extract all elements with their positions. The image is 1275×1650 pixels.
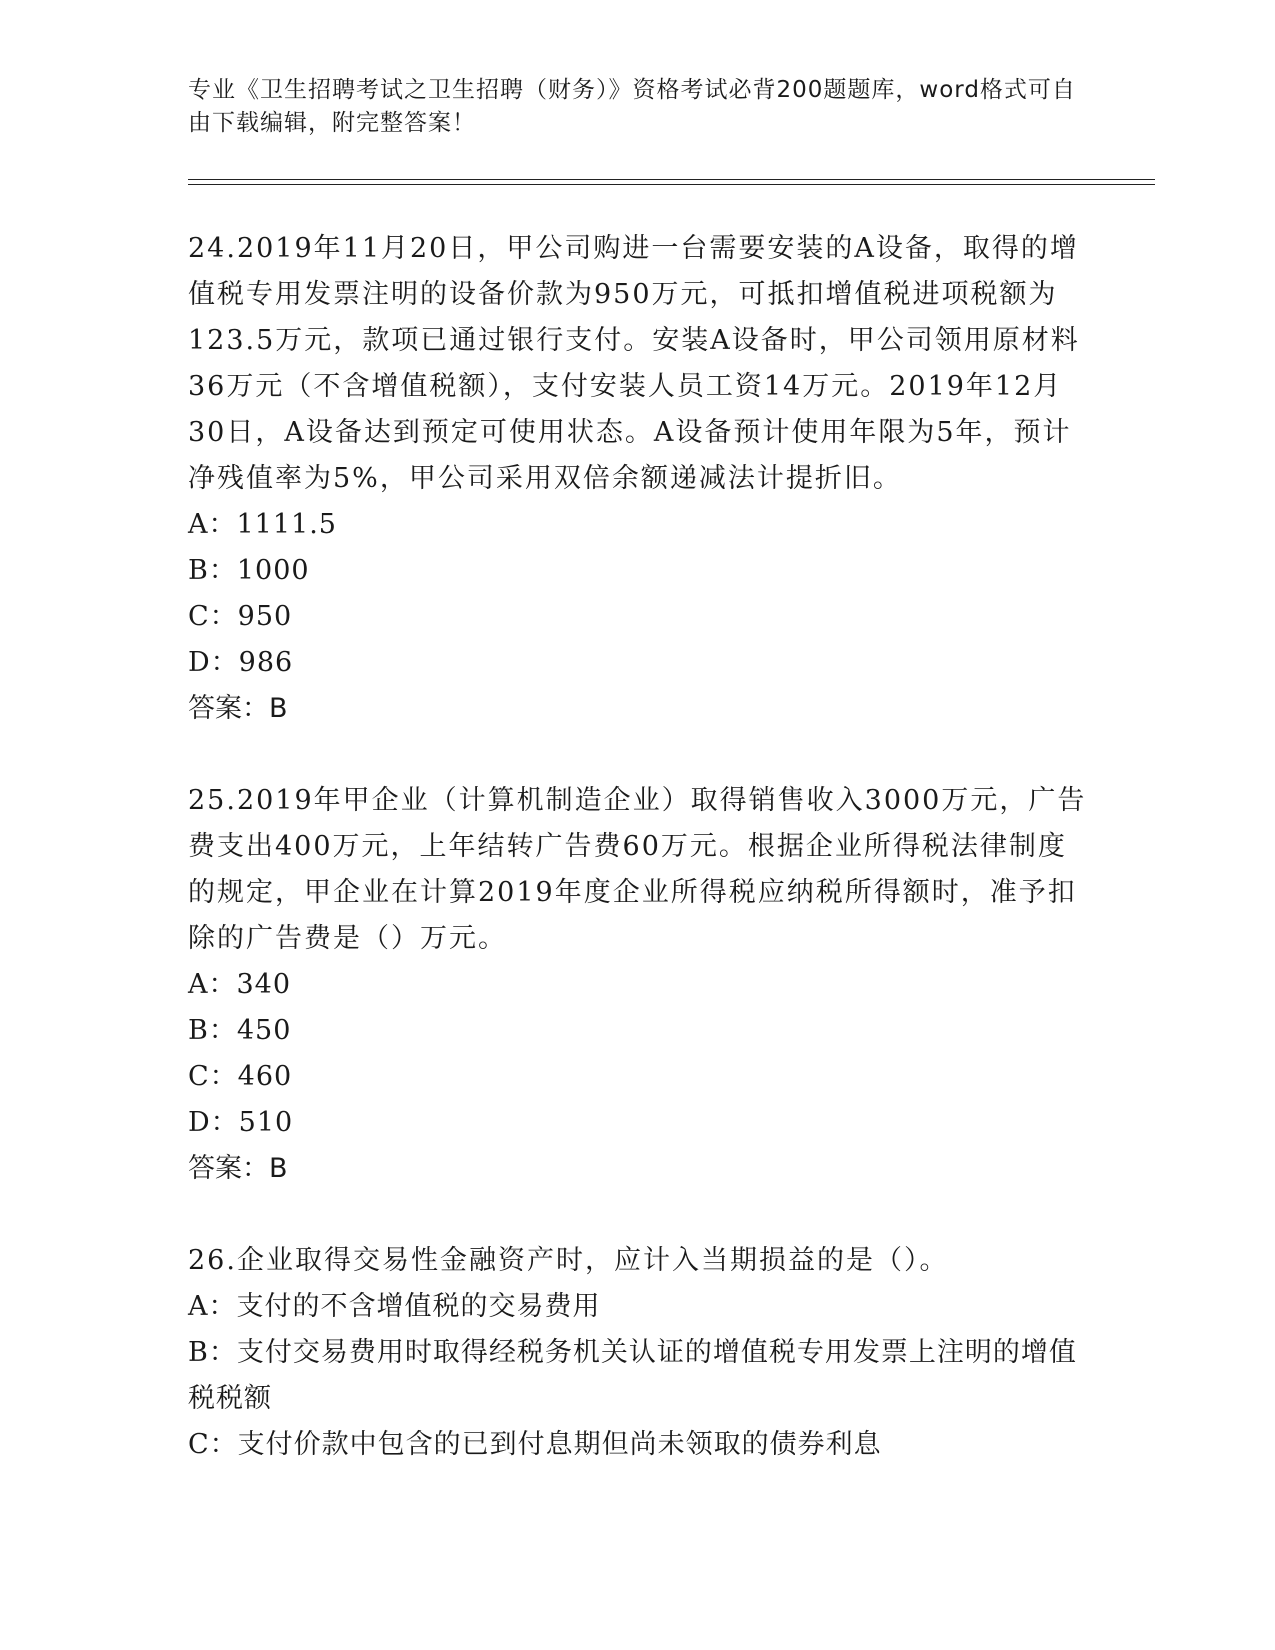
question-stem: 25.2019年甲企业（计算机制造企业）取得销售收入3000万元，广告费支出400万元，上年结转广告费60万元。根据企业所得税法律制度的规定，甲企业在计算2019年度企业所得税应纳税所得额时，准予扣除的广告费是（）万元。	[188, 785, 1087, 954]
option-d: D：986	[188, 647, 294, 678]
question-block-26	[188, 1238, 1088, 1468]
option-c: C：950	[188, 601, 293, 632]
option-b: B：1000	[188, 555, 310, 586]
answer: 答案：B	[188, 693, 288, 724]
option-c: C：支付价款中包含的已到付息期但尚未领取的债券利息	[188, 1429, 882, 1460]
document-header: 专业《卫生招聘考试之卫生招聘（财务）》资格考试必背200题题库，word格式可自由下载编辑，附完整答案！	[188, 77, 1076, 136]
question-stem: 26.企业取得交易性金融资产时，应计入当期损益的是（）。	[188, 1245, 949, 1276]
option-a: A：1111.5	[188, 509, 337, 540]
answer: 答案：B	[188, 1153, 288, 1184]
header-divider-bottom	[188, 184, 1155, 185]
option-b: B：450	[188, 1015, 292, 1046]
question-block-24	[188, 226, 1088, 732]
question-block-25	[188, 778, 1088, 1192]
option-c: C：460	[188, 1061, 293, 1092]
option-a: A：340	[188, 969, 292, 1000]
option-d: D：510	[188, 1107, 294, 1138]
option-b: B：支付交易费用时取得经税务机关认证的增值税专用发票上注明的增值税税额	[188, 1337, 1077, 1414]
option-a: A：支付的不含增值税的交易费用	[188, 1291, 601, 1322]
question-stem: 24.2019年11月20日，甲公司购进一台需要安装的A设备，取得的增值税专用发票注明的设备价款为950万元，可抵扣增值税进项税额为123.5万元，款项已通过银行支付。安装A设备时，甲公司领用原材料36万元（不含增值税额），支付安装人员工资14万元。2019年12月30日，A设备达到预定可使用状态。A设备预计使用年限为5年，预计净残值率为5%，甲公司采用双倍余额递减法计提折旧。	[188, 233, 1080, 494]
header-divider-top	[188, 179, 1155, 180]
